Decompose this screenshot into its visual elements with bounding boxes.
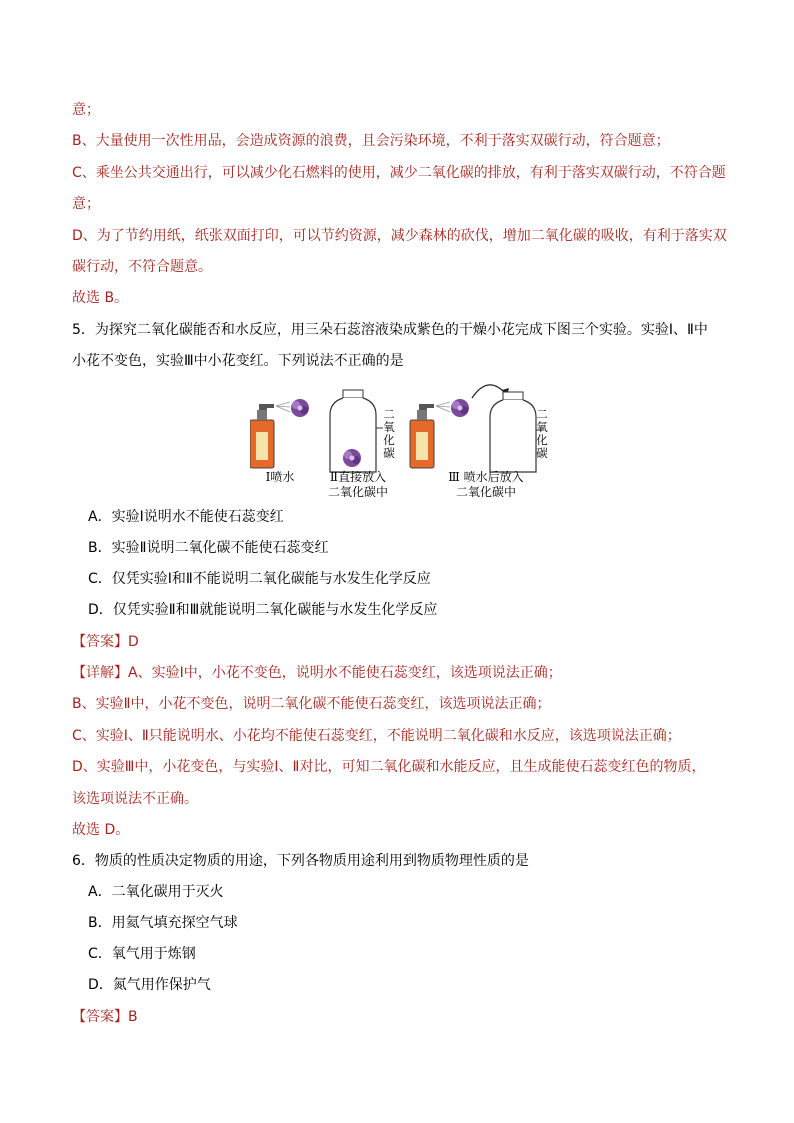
explanation-line: 碳行动，不符合题意。: [72, 259, 212, 275]
question-5-detail: B、实验Ⅱ中，小花不变色，说明二氧化碳不能使石蕊变红，该选项说法正确；: [72, 696, 551, 712]
caption-experiment-2-line2: 二氧化碳中: [327, 485, 388, 499]
caption-experiment-1: Ⅰ喷水: [265, 470, 295, 484]
flower-icon: [291, 399, 309, 417]
flower-icon: [451, 399, 469, 417]
explanation-line: 故选 B。: [72, 290, 129, 306]
question-5-option-d: D．仅凭实验Ⅱ和Ⅲ就能说明二氧化碳能与水发生化学反应: [88, 602, 438, 618]
question-5-option-b: B．实验Ⅱ说明二氧化碳不能使石蕊变红: [88, 540, 329, 556]
question-6-option-a: A．二氧化碳用于灭火: [88, 884, 224, 900]
question-5-stem: 小花不变色，实验Ⅲ中小花变红。下列说法不正确的是: [72, 353, 404, 369]
question-5-stem: 5．为探究二氧化碳能否和水反应，用三朵石蕊溶液染成紫色的干燥小花完成下图三个实验。实验Ⅰ、Ⅱ中: [72, 322, 708, 338]
jar-label-co2: 二氧化碳: [383, 407, 395, 460]
jar-label-co2: 二氧化碳: [536, 407, 548, 460]
question-6-option-d: D．氮气用作保护气: [88, 977, 211, 993]
question-6-answer: 【答案】B: [72, 1009, 138, 1025]
explanation-line: B、大量使用一次性用品，会造成资源的浪费，且会污染环境，不利于落实双碳行动，符合题意；: [72, 133, 670, 149]
question-5-detail: D、实验Ⅲ中，小花变色，与实验Ⅰ、Ⅱ对比，可知二氧化碳和水能反应，且生成能使石蕊变红色的物质，: [72, 759, 706, 775]
curved-arrow-icon: [472, 385, 506, 398]
question-5-detail: 故选 D。: [72, 822, 130, 838]
caption-experiment-2-line1: Ⅱ直接放入: [329, 470, 387, 484]
gas-jar-icon: [330, 390, 383, 472]
experiment-figure: [250, 380, 550, 505]
question-6-option-c: C．氧气用于炼钢: [88, 946, 196, 962]
question-5-detail: 【详解】A、实验Ⅰ中，小花不变色，说明水不能使石蕊变红，该选项说法正确；: [72, 665, 562, 681]
explanation-line: C、乘坐公共交通出行，可以减少化石燃料的使用，减少二氧化碳的排放，有利于落实双碳行动，不符合题: [72, 165, 726, 181]
question-5-detail: C、实验Ⅰ、Ⅱ只能说明水、小花均不能使石蕊变红，不能说明二氧化碳和水反应，该选项说法正确；: [72, 728, 681, 744]
question-5-detail: 该选项说法不正确。: [72, 791, 198, 807]
explanation-line: 意；: [72, 102, 100, 118]
spray-bottle-icon: [250, 402, 290, 468]
caption-experiment-3-line1: Ⅲ 喷水后放入: [448, 470, 524, 484]
question-5-option-a: A．实验Ⅰ说明水不能使石蕊变红: [88, 509, 284, 525]
explanation-line: 意；: [72, 196, 100, 212]
spray-bottle-icon: [410, 402, 450, 468]
question-5-answer: 【答案】D: [72, 634, 139, 650]
question-6-stem: 6．物质的性质决定物质的用途，下列各物质用途利用到物质物理性质的是: [72, 853, 529, 869]
explanation-line: D、为了节约用纸，纸张双面打印，可以节约资源，减少森林的砍伐，增加二氧化碳的吸收，有利于落实双: [72, 228, 727, 244]
question-5-option-c: C．仅凭实验Ⅰ和Ⅱ不能说明二氧化碳能与水发生化学反应: [88, 571, 431, 587]
caption-experiment-3-line2: 二氧化碳中: [455, 485, 516, 499]
question-6-option-b: B．用氦气填充探空气球: [88, 915, 238, 931]
